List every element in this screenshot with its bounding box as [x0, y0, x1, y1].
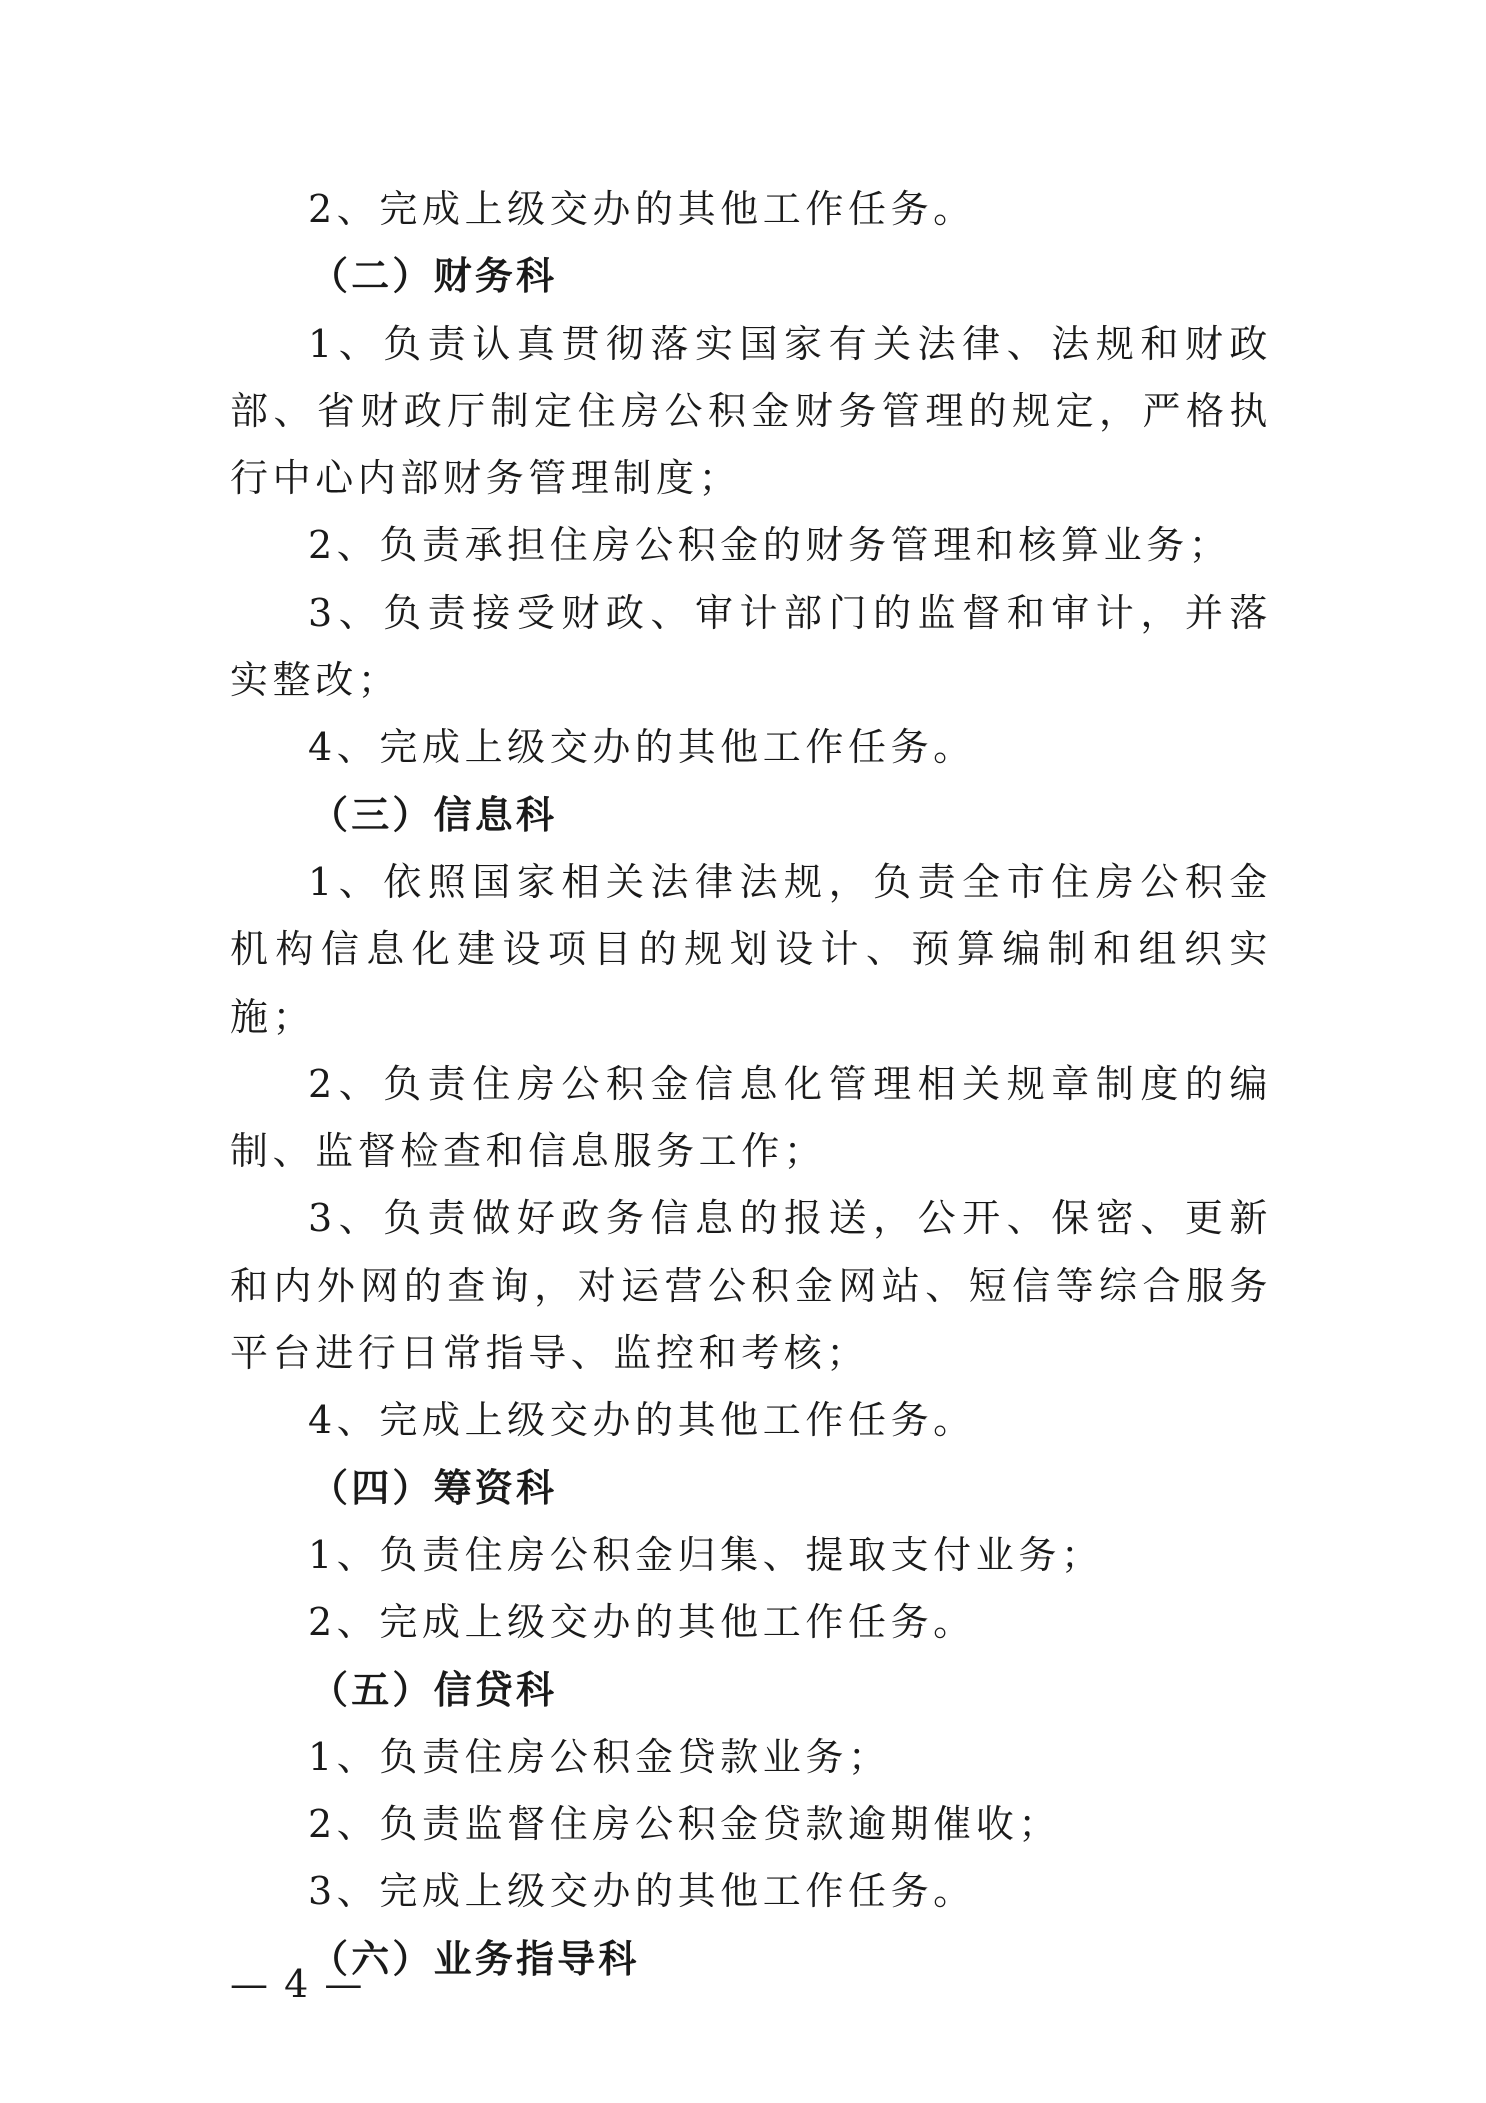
document-body: [230, 176, 1272, 1993]
page-number: — 4 —: [230, 1962, 365, 2006]
list-item: 1、依照国家相关法律法规，负责全市住房公积金机构信息化建设项目的规划设计、预算编制和组织实施；: [230, 859, 1272, 1039]
list-item: 1、负责住房公积金贷款业务；: [308, 1734, 891, 1779]
list-item: 3、负责接受财政、审计部门的监督和审计，并落实整改；: [230, 590, 1272, 703]
section-heading: （五）信贷科: [310, 1667, 558, 1712]
list-item: 4、完成上级交办的其他工作任务。: [308, 1398, 976, 1443]
list-item: 2、负责承担住房公积金的财务管理和核算业务；: [308, 523, 1232, 568]
section-heading: （二）财务科: [310, 254, 558, 299]
list-item: 4、完成上级交办的其他工作任务。: [308, 725, 976, 770]
list-item: 1、负责住房公积金归集、提取支付业务；: [308, 1532, 1104, 1577]
list-item: 3、完成上级交办的其他工作任务。: [308, 1869, 976, 1914]
section-heading: （四）筹资科: [310, 1465, 558, 1510]
list-item: 2、完成上级交办的其他工作任务。: [308, 187, 976, 231]
section-heading: （六）业务指导科: [310, 1936, 640, 1981]
list-item: 2、完成上级交办的其他工作任务。: [308, 1600, 976, 1645]
list-item: 2、负责住房公积金信息化管理相关规章制度的编制、监督检查和信息服务工作；: [230, 1061, 1272, 1174]
list-item: 2、负责监督住房公积金贷款逾期催收；: [308, 1802, 1061, 1847]
list-item: 1、负责认真贯彻落实国家有关法律、法规和财政部、省财政厅制定住房公积金财务管理的规定，严格执行中心内部财务管理制度；: [230, 321, 1272, 501]
list-item: 3、负责做好政务信息的报送，公开、保密、更新和内外网的查询，对运营公积金网站、短信等综合服务平台进行日常指导、监控和考核；: [230, 1196, 1272, 1376]
section-heading: （三）信息科: [310, 792, 558, 837]
